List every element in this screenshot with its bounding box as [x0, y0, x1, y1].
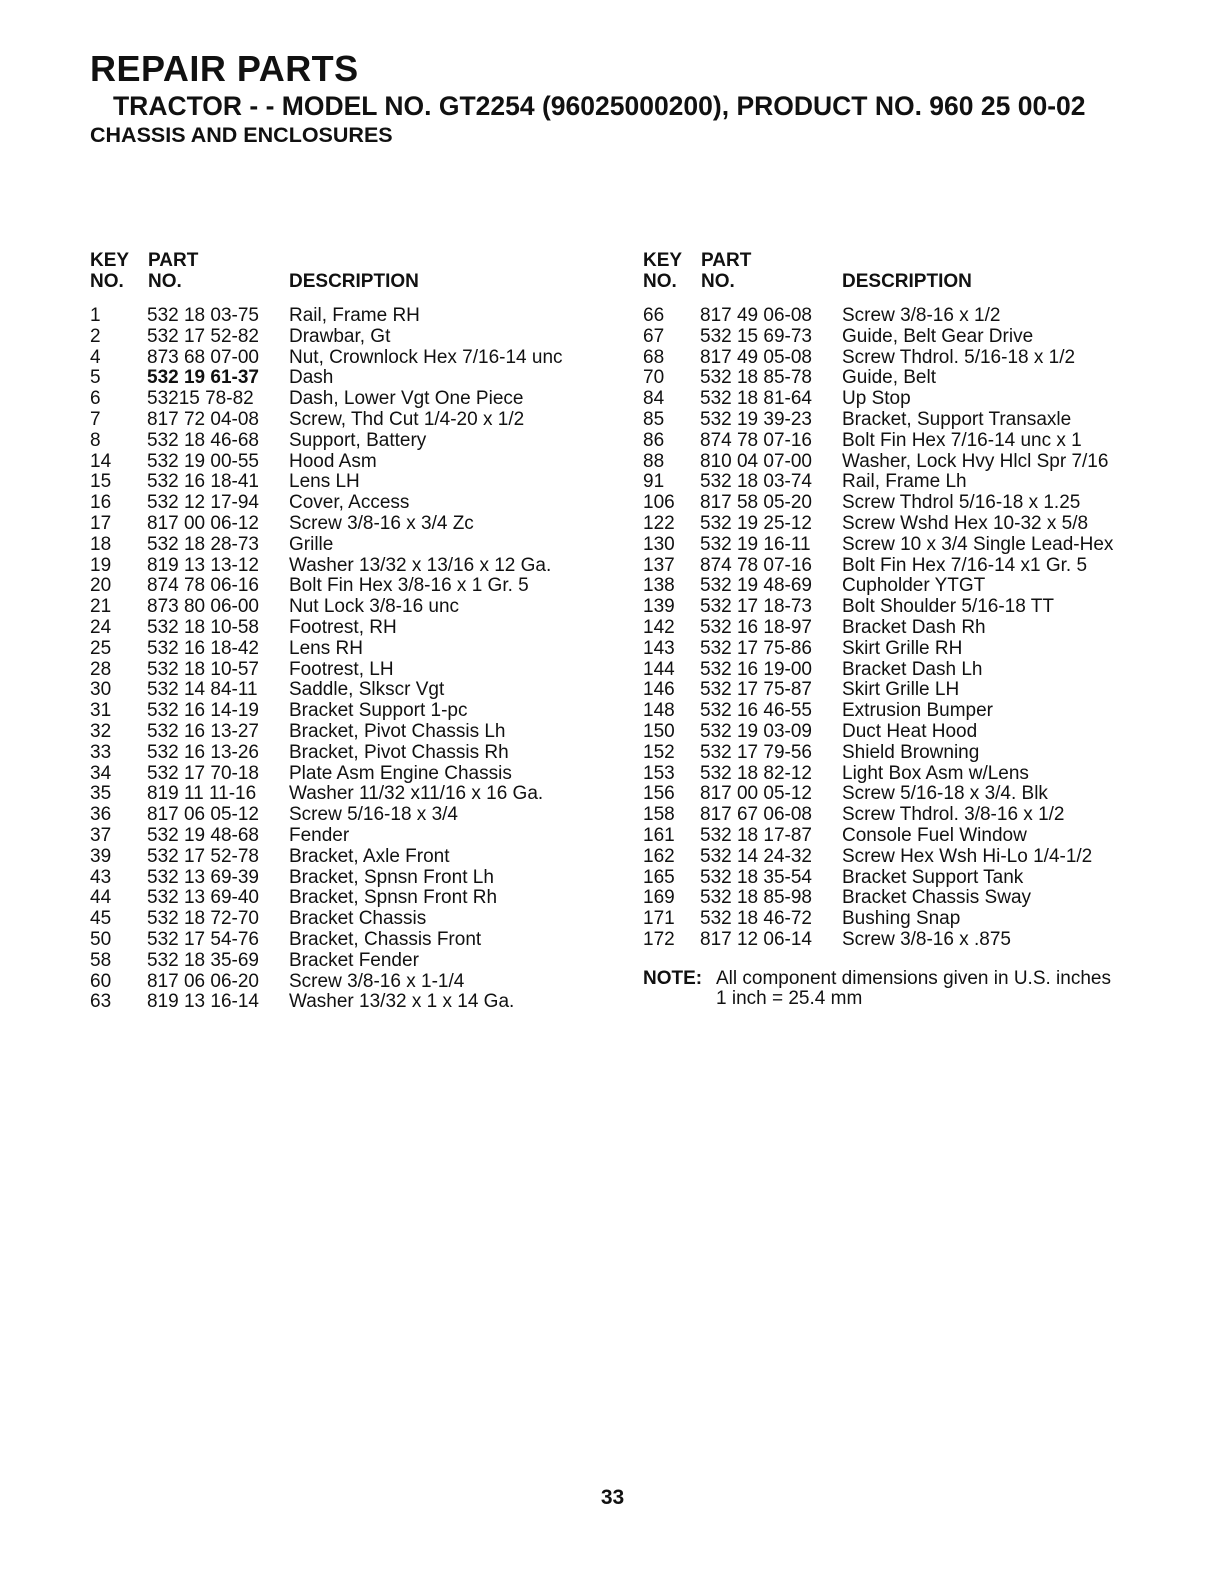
key-number: 88 — [643, 450, 665, 472]
key-header-line1: KEY — [643, 250, 683, 271]
key-number: 24 — [90, 616, 112, 638]
part-description: Extrusion Bumper — [842, 700, 994, 722]
part-number: 874 78 07-16 — [700, 429, 812, 451]
part-number: 817 72 04-08 — [147, 408, 259, 430]
part-description: Guide, Belt Gear Drive — [842, 325, 1034, 347]
key-number: 37 — [90, 824, 112, 846]
part-description: Bracket Chassis — [289, 908, 427, 930]
key-number: 45 — [90, 908, 112, 930]
part-description: Bracket Support Tank — [842, 866, 1024, 888]
table-row — [643, 327, 1203, 348]
key-number: 153 — [643, 762, 675, 784]
key-number: 31 — [90, 700, 112, 722]
part-description: Screw Thdrol. 5/16-18 x 1/2 — [842, 346, 1076, 368]
part-description: Lens LH — [289, 471, 360, 493]
part-number: 817 00 06-12 — [147, 512, 259, 534]
part-number: 532 19 48-69 — [700, 575, 812, 597]
part-description: Rail, Frame Lh — [842, 471, 967, 493]
key-number: 85 — [643, 408, 665, 430]
note-label: NOTE: — [643, 967, 703, 989]
key-number: 18 — [90, 533, 112, 555]
part-number: 532 18 35-54 — [700, 866, 812, 888]
part-description: Bracket, Pivot Chassis Lh — [289, 720, 506, 742]
table-row — [90, 306, 610, 327]
part-description: Bracket, Support Transaxle — [842, 408, 1072, 430]
key-number: 144 — [643, 658, 675, 680]
table-row — [90, 452, 610, 473]
part-number: 817 58 05-20 — [700, 492, 812, 514]
part-number: 532 18 28-73 — [147, 533, 259, 555]
table-row — [90, 847, 610, 868]
table-row — [643, 660, 1203, 681]
table-row — [643, 764, 1203, 785]
table-row — [90, 972, 610, 993]
key-number: 1 — [90, 305, 101, 326]
table-row — [90, 930, 610, 951]
key-number: 165 — [643, 866, 675, 888]
part-description: Bracket, Spnsn Front Lh — [289, 866, 494, 888]
part-number: 532 19 61-37 — [147, 367, 259, 389]
table-row — [643, 639, 1203, 660]
table-row — [90, 410, 610, 431]
key-number: 130 — [643, 533, 675, 555]
table-row — [90, 888, 610, 909]
table-row — [90, 784, 610, 805]
key-number: 148 — [643, 700, 675, 722]
key-number: 21 — [90, 596, 112, 618]
part-description: Nut, Crownlock Hex 7/16-14 unc — [289, 346, 563, 368]
part-description: Up Stop — [842, 388, 911, 410]
part-description: Rail, Frame RH — [289, 305, 420, 326]
part-description: Screw Hex Wsh Hi-Lo 1/4-1/2 — [842, 845, 1093, 867]
part-number: 53215 78-82 — [147, 388, 254, 410]
key-number: 67 — [643, 325, 665, 347]
part-number: 532 15 69-73 — [700, 325, 812, 347]
key-number: 19 — [90, 554, 112, 576]
table-row — [643, 472, 1203, 493]
part-number: 532 16 18-41 — [147, 471, 259, 493]
part-description: Shield Browning — [842, 741, 980, 763]
part-number: 532 16 18-97 — [700, 616, 812, 638]
table-row — [643, 618, 1203, 639]
part-number: 819 13 16-14 — [147, 991, 259, 1013]
table-row — [90, 992, 610, 1013]
key-number: 44 — [90, 887, 112, 909]
key-number: 39 — [90, 845, 112, 867]
key-number: 30 — [90, 679, 112, 701]
key-number: 162 — [643, 845, 675, 867]
parts-list-right — [643, 306, 1203, 951]
table-row — [643, 576, 1203, 597]
part-number: 532 16 46-55 — [700, 700, 812, 722]
part-number: 532 18 46-68 — [147, 429, 259, 451]
table-row — [643, 722, 1203, 743]
table-row — [643, 805, 1203, 826]
part-description: Dash — [289, 367, 334, 389]
part-number: 532 19 48-68 — [147, 824, 259, 846]
key-number: 14 — [90, 450, 112, 472]
part-description: Grille — [289, 533, 334, 555]
part-description: Screw 5/16-18 x 3/4. Blk — [842, 783, 1048, 805]
part-description: Bolt Fin Hex 3/8-16 x 1 Gr. 5 — [289, 575, 529, 597]
key-number: 63 — [90, 991, 112, 1013]
part-description: Skirt Grille LH — [842, 679, 960, 701]
part-header-line1: PART — [701, 250, 752, 271]
table-row — [643, 597, 1203, 618]
part-number: 532 17 18-73 — [700, 596, 812, 618]
table-row — [90, 348, 610, 369]
table-row — [90, 576, 610, 597]
part-number: 819 13 13-12 — [147, 554, 259, 576]
part-description: Bolt Fin Hex 7/16-14 unc x 1 — [842, 429, 1082, 451]
table-row — [90, 535, 610, 556]
table-header — [643, 251, 1203, 293]
key-number: 17 — [90, 512, 112, 534]
part-number: 532 16 13-26 — [147, 741, 259, 763]
table-row — [643, 909, 1203, 930]
part-description: Washer, Lock Hvy Hlcl Spr 7/16 — [842, 450, 1109, 472]
part-number: 817 67 06-08 — [700, 804, 812, 826]
part-number: 810 04 07-00 — [700, 450, 812, 472]
table-row — [643, 868, 1203, 889]
table-row — [643, 493, 1203, 514]
part-description: Cupholder YTGT — [842, 575, 986, 597]
part-description: Bracket Support 1-pc — [289, 700, 468, 722]
part-description: Screw Thdrol 5/16-18 x 1.25 — [842, 492, 1081, 514]
table-row — [90, 701, 610, 722]
key-number: 6 — [90, 388, 101, 410]
table-row — [90, 743, 610, 764]
key-number: 43 — [90, 866, 112, 888]
key-number: 34 — [90, 762, 112, 784]
part-number: 532 14 24-32 — [700, 845, 812, 867]
key-number: 4 — [90, 346, 101, 368]
part-description: Fender — [289, 824, 350, 846]
part-number: 873 68 07-00 — [147, 346, 259, 368]
part-number: 532 17 54-76 — [147, 928, 259, 950]
table-row — [90, 389, 610, 410]
table-row — [643, 431, 1203, 452]
part-description: Bracket Dash Lh — [842, 658, 983, 680]
part-description: Saddle, Slkscr Vgt — [289, 679, 445, 701]
part-number: 532 17 52-78 — [147, 845, 259, 867]
part-number: 532 13 69-40 — [147, 887, 259, 909]
part-description: Footrest, LH — [289, 658, 394, 680]
table-row — [643, 556, 1203, 577]
key-number: 33 — [90, 741, 112, 763]
key-number: 32 — [90, 720, 112, 742]
table-row — [90, 680, 610, 701]
part-description: Screw, Thd Cut 1/4-20 x 1/2 — [289, 408, 525, 430]
part-description: Washer 13/32 x 13/16 x 12 Ga. — [289, 554, 552, 576]
part-description: Lens RH — [289, 637, 363, 659]
key-number: 58 — [90, 949, 112, 971]
description-header: DESCRIPTION — [842, 271, 972, 292]
table-row — [643, 930, 1203, 951]
key-number: 35 — [90, 783, 112, 805]
key-number: 60 — [90, 970, 112, 992]
key-number: 152 — [643, 741, 675, 763]
table-row — [90, 368, 610, 389]
part-number: 532 19 39-23 — [700, 408, 812, 430]
model-subtitle: TRACTOR - - MODEL NO. GT2254 (96025000200), PRODUCT NO. 960 25 00-02 — [113, 91, 1086, 121]
part-number: 873 80 06-00 — [147, 596, 259, 618]
part-description: Washer 11/32 x11/16 x 16 Ga. — [289, 783, 544, 805]
part-number: 874 78 07-16 — [700, 554, 812, 576]
table-row — [643, 701, 1203, 722]
part-description: Guide, Belt — [842, 367, 936, 389]
table-row — [643, 743, 1203, 764]
part-number: 532 16 19-00 — [700, 658, 812, 680]
table-row — [643, 535, 1203, 556]
part-number: 532 19 25-12 — [700, 512, 812, 534]
table-row — [643, 348, 1203, 369]
key-number: 66 — [643, 305, 665, 326]
part-number: 532 17 70-18 — [147, 762, 259, 784]
part-number: 532 18 17-87 — [700, 824, 812, 846]
table-row — [643, 847, 1203, 868]
table-row — [643, 888, 1203, 909]
part-number: 532 17 75-86 — [700, 637, 812, 659]
key-number: 169 — [643, 887, 675, 909]
key-number: 36 — [90, 804, 112, 826]
table-row — [90, 493, 610, 514]
key-number: 7 — [90, 408, 101, 430]
key-number: 15 — [90, 471, 112, 493]
part-description: Console Fuel Window — [842, 824, 1027, 846]
part-description: Skirt Grille RH — [842, 637, 963, 659]
part-header-line2: NO. — [148, 271, 182, 292]
table-row — [643, 680, 1203, 701]
part-description: Bracket, Pivot Chassis Rh — [289, 741, 509, 763]
key-number: 138 — [643, 575, 675, 597]
table-row — [90, 826, 610, 847]
table-row — [643, 410, 1203, 431]
note-text-line1: All component dimensions given in U.S. inches — [716, 967, 1111, 989]
table-row — [90, 556, 610, 577]
table-row — [643, 306, 1203, 327]
key-number: 86 — [643, 429, 665, 451]
part-number: 532 18 10-58 — [147, 616, 259, 638]
table-row — [90, 597, 610, 618]
part-number: 532 16 18-42 — [147, 637, 259, 659]
part-description: Bolt Shoulder 5/16-18 TT — [842, 596, 1054, 618]
table-row — [90, 472, 610, 493]
part-number: 817 12 06-14 — [700, 928, 812, 950]
part-description: Screw 3/8-16 x .875 — [842, 928, 1011, 950]
table-row — [643, 784, 1203, 805]
key-number: 143 — [643, 637, 675, 659]
key-number: 172 — [643, 928, 675, 950]
part-number: 817 00 05-12 — [700, 783, 812, 805]
key-number: 137 — [643, 554, 675, 576]
key-number: 28 — [90, 658, 112, 680]
table-row — [90, 951, 610, 972]
key-number: 25 — [90, 637, 112, 659]
part-number: 532 18 85-98 — [700, 887, 812, 909]
table-row — [643, 514, 1203, 535]
table-row — [90, 909, 610, 930]
part-description: Screw 3/8-16 x 1/2 — [842, 305, 1001, 326]
part-description: Screw 3/8-16 x 1-1/4 — [289, 970, 465, 992]
part-number: 532 14 84-11 — [147, 679, 258, 701]
key-number: 156 — [643, 783, 675, 805]
key-number: 150 — [643, 720, 675, 742]
key-number: 139 — [643, 596, 675, 618]
part-description: Cover, Access — [289, 492, 410, 514]
part-description: Light Box Asm w/Lens — [842, 762, 1029, 784]
part-description: Screw Thdrol. 3/8-16 x 1/2 — [842, 804, 1065, 826]
key-number: 122 — [643, 512, 675, 534]
part-number: 532 17 79-56 — [700, 741, 812, 763]
part-number: 532 18 81-64 — [700, 388, 812, 410]
key-number: 68 — [643, 346, 665, 368]
part-description: Bracket Dash Rh — [842, 616, 986, 638]
description-header: DESCRIPTION — [289, 271, 419, 292]
key-number: 8 — [90, 429, 101, 451]
table-row — [643, 452, 1203, 473]
part-description: Hood Asm — [289, 450, 377, 472]
table-row — [90, 805, 610, 826]
part-description: Plate Asm Engine Chassis — [289, 762, 512, 784]
part-number: 532 16 13-27 — [147, 720, 259, 742]
table-row — [90, 514, 610, 535]
part-number: 532 13 69-39 — [147, 866, 259, 888]
part-number: 817 49 05-08 — [700, 346, 812, 368]
part-number: 817 06 06-20 — [147, 970, 259, 992]
note-text-line2: 1 inch = 25.4 mm — [716, 987, 863, 1009]
part-number: 874 78 06-16 — [147, 575, 259, 597]
key-number: 16 — [90, 492, 112, 514]
part-description: Support, Battery — [289, 429, 427, 451]
parts-table-left — [90, 251, 610, 1013]
part-number: 817 06 05-12 — [147, 804, 259, 826]
part-number: 532 19 16-11 — [700, 533, 811, 555]
table-header — [90, 251, 610, 293]
part-description: Drawbar, Gt — [289, 325, 391, 347]
part-description: Duct Heat Hood — [842, 720, 978, 742]
key-number: 158 — [643, 804, 675, 826]
key-number: 5 — [90, 367, 101, 389]
part-description: Bracket Chassis Sway — [842, 887, 1032, 909]
part-number: 819 11 11-16 — [147, 783, 257, 805]
part-description: Bracket, Chassis Front — [289, 928, 482, 950]
table-row — [90, 327, 610, 348]
table-row — [643, 368, 1203, 389]
part-description: Bushing Snap — [842, 908, 961, 930]
part-header-line2: NO. — [701, 271, 735, 292]
key-header-line2: NO. — [643, 271, 677, 292]
part-number: 817 49 06-08 — [700, 305, 812, 326]
key-number: 84 — [643, 388, 665, 410]
key-number: 161 — [643, 824, 675, 846]
table-row — [90, 722, 610, 743]
key-number: 70 — [643, 367, 665, 389]
part-description: Washer 13/32 x 1 x 14 Ga. — [289, 991, 515, 1013]
part-description: Nut Lock 3/8-16 unc — [289, 596, 460, 618]
table-row — [643, 826, 1203, 847]
page-title: REPAIR PARTS — [90, 48, 359, 89]
table-row — [643, 389, 1203, 410]
part-number: 532 18 72-70 — [147, 908, 259, 930]
part-description: Dash, Lower Vgt One Piece — [289, 388, 524, 410]
part-description: Screw 3/8-16 x 3/4 Zc — [289, 512, 474, 534]
part-number: 532 18 03-74 — [700, 471, 812, 493]
part-number: 532 18 85-78 — [700, 367, 812, 389]
part-number: 532 12 17-94 — [147, 492, 259, 514]
key-header-line2: NO. — [90, 271, 124, 292]
table-row — [90, 639, 610, 660]
part-number: 532 18 35-69 — [147, 949, 259, 971]
section-heading: CHASSIS AND ENCLOSURES — [90, 123, 393, 147]
part-description: Bracket, Axle Front — [289, 845, 450, 867]
table-row — [90, 868, 610, 889]
part-number: 532 18 03-75 — [147, 305, 259, 326]
table-row — [90, 618, 610, 639]
page-number: 33 — [600, 1486, 625, 1509]
key-number: 146 — [643, 679, 675, 701]
part-number: 532 18 82-12 — [700, 762, 812, 784]
key-number: 106 — [643, 492, 675, 514]
table-row — [90, 660, 610, 681]
part-number: 532 18 10-57 — [147, 658, 259, 680]
part-description: Bracket Fender — [289, 949, 419, 971]
key-number: 142 — [643, 616, 675, 638]
part-number: 532 16 14-19 — [147, 700, 259, 722]
part-number: 532 17 52-82 — [147, 325, 259, 347]
part-description: Bracket, Spnsn Front Rh — [289, 887, 498, 909]
part-description: Screw Wshd Hex 10-32 x 5/8 — [842, 512, 1089, 534]
part-description: Screw 10 x 3/4 Single Lead-Hex — [842, 533, 1114, 555]
parts-list-left — [90, 306, 610, 1013]
table-row — [90, 431, 610, 452]
note — [643, 969, 1203, 1011]
part-number: 532 18 46-72 — [700, 908, 812, 930]
key-number: 50 — [90, 928, 112, 950]
part-description: Screw 5/16-18 x 3/4 — [289, 804, 458, 826]
part-description: Footrest, RH — [289, 616, 397, 638]
key-header-line1: KEY — [90, 250, 130, 271]
key-number: 91 — [643, 471, 665, 493]
part-number: 532 19 00-55 — [147, 450, 259, 472]
part-number: 532 17 75-87 — [700, 679, 812, 701]
part-header-line1: PART — [148, 250, 199, 271]
table-row — [90, 764, 610, 785]
key-number: 2 — [90, 325, 101, 347]
part-number: 532 19 03-09 — [700, 720, 812, 742]
key-number: 171 — [643, 908, 675, 930]
part-description: Bolt Fin Hex 7/16-14 x1 Gr. 5 — [842, 554, 1088, 576]
key-number: 20 — [90, 575, 112, 597]
parts-table-right — [643, 251, 1203, 1011]
